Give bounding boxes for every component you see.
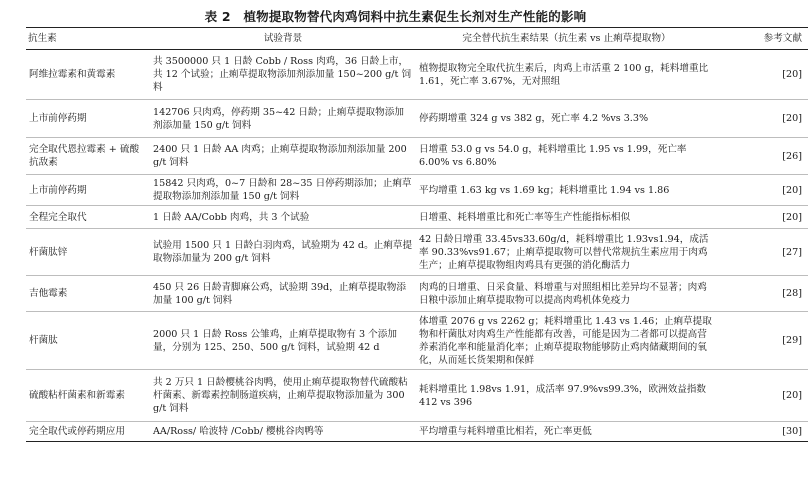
cell-antibiotic: 完全取代恩拉霉素 + 硫酸抗敌素	[29, 144, 140, 168]
cell-antibiotic: 杆菌肽	[29, 335, 58, 346]
table-row	[26, 276, 808, 312]
cell-reference: [30]	[782, 426, 802, 437]
cell-background: 1 日龄 AA/Cobb 肉鸡，共 3 个试验	[153, 211, 310, 223]
cell-result: 植物提取物完全取代抗生素后，肉鸡上市活重 2 100 g，耗料增重比 1.61，死亡率 3.67%，无对照组	[419, 62, 709, 87]
cell-antibiotic: 完全取代或停药期应用	[29, 426, 125, 437]
cell-reference: [27]	[782, 246, 802, 258]
table-row	[26, 138, 808, 175]
table-row	[26, 370, 808, 422]
cell-reference: [20]	[782, 390, 802, 401]
cell-background: 15842 只肉鸡，0~7 日龄和 28~35 日停药期添加；止痢草提取物添加剂添加量 150 g/t 饲料	[153, 178, 412, 202]
cell-background: 450 只 26 日龄青脚麻公鸡，试验期 39d，止痢草提取物添加量 100 g/t 饲料	[153, 281, 406, 306]
cell-reference: [20]	[782, 69, 802, 80]
table-row	[26, 312, 808, 370]
cell-result: 日增重、耗料增重比和死亡率等生产性能指标相似	[419, 211, 631, 223]
cell-antibiotic: 吉他霉素	[29, 288, 68, 299]
cell-reference: [20]	[782, 184, 802, 196]
table-row	[26, 229, 808, 276]
cell-reference: [20]	[782, 211, 802, 223]
cell-result: 42 日龄日增重 33.45vs33.60g/d，耗料增重比 1.93vs1.94，成活率 90.33%vs91.67；止痢草提取物可以替代常规抗生素应用于肉鸡生产；止痢草提取物组肉鸡具有更强的消化酶活力	[419, 233, 709, 271]
cell-reference: [29]	[782, 335, 802, 346]
data-table	[26, 27, 808, 442]
cell-antibiotic: 硫酸粘杆菌素和新霉素	[29, 390, 125, 401]
cell-result: 日增重 53.0 g vs 54.0 g，耗料增重比 1.95 vs 1.99，死亡率 6.00% vs 6.80%	[419, 144, 687, 168]
header-result: 完全替代抗生素结果（抗生素 vs 止痢草提取物）	[462, 32, 671, 44]
cell-antibiotic: 上市前停药期	[29, 184, 87, 196]
cell-background: 共 3500000 只 1 日龄 Cobb / Ross 肉鸡，36 日龄上市，共 12 个试验；止痢草提取物添加剂添加量 150~200 g/t 饲料	[153, 56, 412, 93]
cell-result: 肉鸡的日增重、日采食量、料增重与对照组相比差异均不显著；肉鸡日粮中添加止痢草提取物可以提高肉鸡机体免疫力	[419, 281, 707, 306]
cell-result: 耗料增重比 1.98vs 1.91，成活率 97.9%vs99.3%，欧洲效益指数 412 vs 396	[419, 383, 707, 408]
cell-background: 142706 只肉鸡，停药期 35~42 日龄；止痢草提取物添加剂添加量 150 g/t 饲料	[153, 106, 404, 131]
cell-reference: [20]	[782, 113, 802, 124]
cell-background: 2400 只 1 日龄 AA 肉鸡；止痢草提取物添加剂添加量 200 g/t 饲料	[153, 144, 407, 168]
cell-result: 平均增重 1.63 kg vs 1.69 kg；耗料增重比 1.94 vs 1.86	[419, 184, 670, 196]
header-antibiotic: 抗生素	[28, 32, 57, 44]
table-title: 表 2 植物提取物替代肉鸡饲料中抗生素促生长剂对生产性能的影响	[204, 9, 587, 24]
cell-antibiotic: 杆菌肽锌	[29, 246, 68, 258]
cell-antibiotic: 上市前停药期	[29, 113, 87, 124]
cell-result: 体增重 2076 g vs 2262 g；耗料增重比 1.43 vs 1.46；止痢草提取物和杆菌肽对肉鸡生产性能都有改善，可能是因为二者都可以提高营养素消化率和能量消化率；止痢草提取物能够防止鸡肉储藏期间的氧化，从而延长货架期和保鲜	[419, 315, 712, 366]
cell-background: AA/Ross/ 哈波特 /Cobb/ 樱桃谷肉鸭等	[153, 426, 324, 437]
cell-antibiotic: 全程完全取代	[29, 211, 87, 223]
cell-background: 2000 只 1 日龄 Ross 公雏鸡，止痢草提取物有 3 个添加量，分别为 125、250、500 g/t 饲料，试验期 42 d	[153, 328, 397, 353]
table-row	[26, 100, 808, 138]
header-background: 试验背景	[263, 32, 303, 44]
cell-result: 停药期增重 324 g vs 382 g，死亡率 4.2 %vs 3.3%	[419, 113, 649, 124]
cell-reference: [26]	[782, 150, 802, 162]
header-reference: 参考文献	[763, 32, 802, 44]
cell-result: 平均增重与耗料增重比相若，死亡率更低	[419, 426, 592, 437]
cell-antibiotic: 阿维拉霉素和黄霉素	[29, 69, 116, 80]
table-row	[26, 206, 808, 229]
cell-reference: [28]	[782, 288, 802, 299]
table-row	[26, 175, 808, 206]
cell-background: 共 2 万只 1 日龄樱桃谷肉鸭，使用止痢草提取物替代硫酸粘杆菌素、新霉素控制肠道疾病，止痢草提取物添加量为 300 g/t 饲料	[153, 377, 408, 414]
cell-background: 试验用 1500 只 1 日龄白羽肉鸡，试验期为 42 d。止痢草提取物添加量为 200 g/t 饲料	[153, 240, 413, 264]
table-row	[26, 422, 808, 442]
table-header-row	[26, 28, 808, 50]
table-row	[26, 50, 808, 100]
